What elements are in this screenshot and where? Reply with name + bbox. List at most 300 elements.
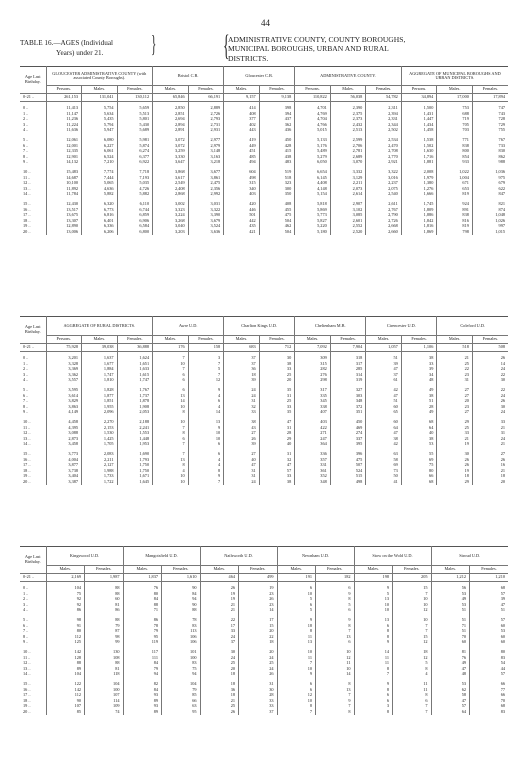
group-header: Newnham U.D. — [277, 547, 354, 566]
age-label: 3 .. — [20, 602, 46, 608]
table-cell: 7 — [153, 356, 189, 362]
table-cell: 57 — [259, 468, 295, 474]
table-cell: 114 — [85, 698, 124, 704]
table-cell: 31 — [259, 451, 295, 457]
table-cell: 336 — [295, 451, 331, 457]
table-cell: 5,947 — [82, 128, 118, 134]
table-cell: 449 — [224, 143, 260, 149]
table-cell: 100 — [85, 687, 124, 693]
table-cell: 3,861 — [188, 175, 224, 181]
table-cell: 26 — [224, 436, 260, 442]
table-cell: 57 — [500, 617, 505, 623]
table-cell: 362 — [259, 122, 295, 128]
table-cell: 10 — [188, 431, 224, 437]
table-cell: 3,863 — [46, 404, 82, 410]
table-cell: 419 — [224, 137, 260, 143]
table-cell: 2,611 — [366, 201, 402, 207]
table-cell: 4,704 — [295, 117, 331, 123]
table-cell: 25 — [239, 661, 278, 667]
table-cell: 14 — [316, 672, 355, 678]
table-cell: 14 — [239, 608, 278, 614]
table-cell: 57 — [431, 704, 470, 710]
age-label: 17 .. — [20, 213, 46, 219]
group-header: Stow on the Wold U.D. — [354, 547, 431, 566]
table-cell: 891 — [437, 207, 473, 213]
table-cell: 88 — [46, 661, 85, 667]
age-column-header: Age Last Birthday. — [20, 547, 46, 574]
age-label: 4 .. — [20, 378, 46, 384]
table-cell: 6 — [277, 602, 316, 608]
table-cell: 21 — [500, 468, 505, 473]
table-cell: 2,706 — [330, 143, 366, 149]
table-cell: 36 — [224, 367, 260, 373]
table-cell: 85 — [46, 709, 85, 715]
table-cell: 5,430 — [117, 122, 153, 128]
table-cell: 10 — [393, 602, 432, 608]
sub-column-header: Females. — [401, 336, 437, 344]
table-cell: 515 — [330, 474, 366, 480]
table-cell: 1,022 — [437, 169, 473, 175]
table-cell: 7 — [316, 629, 355, 635]
table-cell: 5,882 — [82, 192, 118, 198]
table-cell: 122 — [46, 681, 85, 687]
sub-column-header: Females. — [117, 336, 153, 344]
table-cell: 6 — [354, 693, 393, 699]
table-cell: 63 — [162, 704, 201, 710]
table-cell: 10 — [153, 404, 189, 410]
table-cell: 13 — [354, 597, 393, 603]
table-cell: 6,145 — [295, 175, 331, 181]
table-cell: 43 — [224, 425, 260, 431]
table-cell: 21 — [200, 608, 239, 614]
age-label: 8 .. — [20, 404, 46, 410]
table-cell: 27 — [224, 451, 260, 457]
table-cell: 446 — [224, 207, 260, 213]
table-cell: 854 — [437, 154, 473, 160]
table-cell: 130,112 — [117, 93, 153, 101]
table-cell: 7 — [393, 591, 432, 597]
sub-column-header: Females. — [239, 566, 278, 574]
table-cell: 21 — [437, 356, 473, 362]
table-cell: 2,770 — [366, 154, 402, 160]
table-cell: 66 — [162, 698, 201, 704]
sub-column-header: Females. — [259, 336, 295, 344]
table-cell: 816 — [437, 218, 473, 224]
table-cell: 25 — [200, 704, 239, 710]
table-cell: 4 — [153, 468, 189, 474]
table-subject: ADMINISTRATIVE COUNTY, COUNTY BOROUGHS, MUNICIPAL BOROUGHS, URBAN AND RURAL DISTRICTS. — [228, 35, 406, 63]
table-cell: 3,002 — [153, 201, 189, 207]
table-cell: 8 — [354, 629, 393, 635]
table-cell: 1,671 — [117, 474, 153, 480]
sub-column-header: Males. — [123, 566, 162, 574]
table-cell: 51 — [366, 356, 402, 362]
table-cell: 70 — [500, 698, 505, 703]
table-cell: 13,675 — [46, 213, 82, 219]
group-header: GLOUCESTER ADMINISTRATIVE COUNTY (with associated County Boroughs). — [46, 67, 153, 86]
table-cell: 671 — [437, 181, 473, 187]
table-cell: 39 — [224, 378, 260, 384]
table-cell: 47 — [259, 463, 295, 469]
table-cell: 27 — [437, 393, 473, 399]
table-cell: 747 — [498, 105, 505, 111]
table-cell: 2,726 — [366, 218, 402, 224]
table-cell: 2,668 — [366, 224, 402, 230]
table-cell: 771 — [437, 137, 473, 143]
table-title: TABLE 16.—AGES (Individual Years) under 21. — [20, 39, 114, 58]
age-label: 2 .. — [20, 117, 46, 123]
table-cell: 27 — [437, 387, 473, 393]
table-cell: 6,816 — [82, 213, 118, 219]
table-cell: 51 — [431, 608, 470, 614]
age-label: 9 .. — [20, 640, 46, 646]
table-cell: 2,344 — [366, 122, 402, 128]
table-cell: 33 — [200, 629, 239, 635]
table-cell: 58 — [366, 457, 402, 463]
sub-column-header: Males. — [354, 566, 393, 574]
table-cell: 501 — [224, 213, 260, 219]
table-cell: 104 — [162, 681, 201, 687]
table-cell: 2,708 — [366, 149, 402, 155]
sub-column-header: Females. — [366, 86, 402, 94]
sub-column-header: Females. — [330, 336, 366, 344]
table-cell: 38 — [224, 419, 260, 425]
table-cell: 30 — [259, 356, 295, 362]
table-cell: 317 — [330, 361, 366, 367]
table-cell: 5 — [393, 661, 432, 667]
table-cell: 32 — [259, 457, 295, 463]
table-cell: 6 — [277, 681, 316, 687]
table-cell: 53 — [431, 591, 470, 597]
table-cell: 924 — [437, 201, 473, 207]
table-cell: 78 — [162, 617, 201, 623]
table-cell: 51 — [431, 629, 470, 635]
table-cell: 23 — [437, 404, 473, 410]
table-cell: 1,553 — [117, 431, 153, 437]
table-cell: 28 — [401, 404, 437, 410]
table-cell: 28 — [239, 693, 278, 699]
total-row — [20, 343, 508, 351]
table-cell: 57 — [500, 671, 505, 677]
table-cell: 89 — [46, 666, 85, 672]
table-cell: 5 — [277, 597, 316, 603]
table-cell: 31 — [224, 399, 260, 405]
table-cell: 25 — [200, 661, 239, 667]
table-cell: 68 — [500, 585, 505, 591]
table-cell: 435 — [224, 224, 260, 230]
age-label: 7 .. — [20, 399, 46, 405]
table-cell: 1,530 — [82, 431, 118, 437]
table-cell: 16 — [500, 462, 505, 468]
table-cell: 23 — [437, 372, 473, 378]
table-cell: 14,132 — [46, 160, 82, 166]
age-label: 16 .. — [20, 457, 46, 463]
sub-column-header: Males. — [153, 336, 189, 344]
table-cell: 12 — [188, 378, 224, 384]
table-cell: 767 — [498, 137, 505, 143]
table-cell: 455 — [259, 207, 295, 213]
table-cell: 402 — [224, 122, 260, 128]
table-cell: 31 — [259, 425, 295, 431]
table-cell: 27 — [224, 431, 260, 437]
table-cell: 47 — [259, 419, 295, 425]
table-cell: 5,220 — [295, 224, 331, 230]
table-cell: 2,470 — [366, 143, 402, 149]
table-cell: 26 — [239, 672, 278, 678]
table-cell: 1,767 — [117, 387, 153, 393]
group-header: Cirencester U.D. — [366, 317, 437, 336]
table-cell: 85 — [162, 693, 201, 699]
table-cell: 3,148 — [188, 149, 224, 155]
table-cell: 29 — [437, 419, 473, 425]
table-cell: 17 — [200, 623, 239, 629]
table-cell: 4,395 — [46, 425, 82, 431]
table-cell: 1,877 — [82, 393, 118, 399]
table-cell: 11 — [316, 661, 355, 667]
table-cell: 1,502 — [401, 143, 437, 149]
table-cell: 40 — [259, 442, 295, 448]
age-label: 9 .. — [20, 160, 46, 166]
age-label: 10 .. — [20, 169, 46, 175]
table-cell: 10 — [277, 591, 316, 597]
table-cell: 20 — [239, 629, 278, 635]
sub-column-header: Males. — [200, 566, 239, 574]
table-cell: 24 — [224, 387, 260, 393]
table-cell: 6,050 — [295, 160, 331, 166]
table-cell: 40 — [224, 457, 260, 463]
table-cell: 38 — [366, 436, 402, 442]
table-cell: 30 — [437, 451, 473, 457]
table-cell: 56,038 — [330, 93, 366, 101]
table-cell: 8 — [354, 666, 393, 672]
table-cell: 3,679 — [188, 218, 224, 224]
table-cell: 27 — [500, 451, 505, 456]
table-cell: 33 — [500, 419, 505, 424]
table-cell: 464 — [200, 573, 239, 581]
table-cell: 3,829 — [46, 399, 82, 405]
age-label: 2 .. — [20, 597, 46, 603]
age-label: 12 .. — [20, 661, 46, 667]
table-cell: 3,129 — [330, 175, 366, 181]
table-cell: 17,000 — [437, 93, 473, 101]
table-cell: 519 — [259, 169, 295, 175]
table-cell: 7 — [316, 693, 355, 699]
table-cell: 37 — [239, 709, 278, 715]
table-cell: 91 — [46, 623, 85, 629]
table-cell: 5,065 — [82, 181, 118, 187]
table-cell: 77 — [500, 687, 505, 692]
table-cell: 33 — [259, 367, 295, 373]
table-cell: 3,330 — [153, 154, 189, 160]
table-cell: 8 — [277, 704, 316, 710]
table-cell: 352 — [295, 474, 331, 480]
table-cell: 3,322 — [188, 207, 224, 213]
table-cell: 5,279 — [295, 154, 331, 160]
table-row — [20, 479, 508, 485]
table-cell: 1,851 — [82, 399, 118, 405]
table-cell: 4,769 — [295, 111, 331, 117]
table-cell: 518 — [259, 175, 295, 181]
table-cell: 507 — [330, 463, 366, 469]
table-cell: 4 — [188, 393, 224, 399]
table-cell: 51 — [431, 617, 470, 623]
table-cell: 22 — [500, 387, 505, 393]
table-cell: 1,431 — [401, 111, 437, 117]
table-cell: 421 — [224, 229, 260, 235]
table-cell: 622 — [498, 186, 505, 191]
table-cell: 37 — [224, 356, 260, 362]
table-cell: 101 — [162, 649, 201, 655]
table-cell: 39,038 — [82, 343, 118, 351]
table-cell: 2,075 — [366, 186, 402, 192]
table-cell: 47 — [366, 431, 402, 437]
table-cell: 84 — [123, 597, 162, 603]
table-cell: 14 — [354, 649, 393, 655]
table-cell: 39 — [401, 367, 437, 373]
table-cell: 24 — [224, 393, 260, 399]
table-cell: 11 — [393, 681, 432, 687]
table-cell: 442 — [224, 218, 260, 224]
table-cell: 13 — [153, 457, 189, 463]
table-cell: 6,906 — [117, 218, 153, 224]
table-cell: 2,552 — [330, 224, 366, 230]
sub-column-header: Females. — [259, 86, 295, 94]
table-cell: 6,227 — [82, 143, 118, 149]
sub-column-header: Males. — [224, 86, 260, 94]
table-cell: 57 — [500, 591, 505, 596]
table-cell: 3,031 — [188, 201, 224, 207]
table-cell: 314 — [330, 372, 366, 378]
table-cell: 12 — [277, 693, 316, 699]
table-cell: 5,176 — [295, 143, 331, 149]
sub-column-header: Females. — [188, 86, 224, 94]
table-cell: 348 — [330, 399, 366, 405]
table-cell: 719 — [437, 117, 473, 123]
table-cell: 6,377 — [117, 154, 153, 160]
table-cell: 13,006 — [46, 229, 82, 235]
table-cell: 15 — [393, 634, 432, 640]
age-label: 0 .. — [20, 356, 46, 362]
table-cell: 271 — [295, 431, 331, 437]
sub-column-header: Females. — [393, 566, 432, 574]
table-cell: 8 — [393, 666, 432, 672]
table-cell: 42 — [366, 387, 402, 393]
table-cell: 21 — [437, 436, 473, 442]
table-cell: 351 — [330, 410, 366, 416]
table-cell: 5,634 — [82, 111, 118, 117]
table-cell: 6 — [316, 608, 355, 614]
table-cell: 5,827 — [295, 218, 331, 224]
sub-column-header: Males. — [295, 336, 331, 344]
table-cell: 23 — [239, 602, 278, 608]
table-cell: 26 — [200, 586, 239, 592]
table-cell: 5,882 — [117, 192, 153, 198]
table-cell: 35 — [259, 387, 295, 393]
table-cell: 33 — [239, 698, 278, 704]
table-cell: 298 — [295, 378, 331, 384]
table-cell: 1,793 — [117, 457, 153, 463]
table-cell: 2,373 — [330, 117, 366, 123]
table-cell: 3,677 — [188, 169, 224, 175]
table-cell: 33 — [239, 704, 278, 710]
table-cell: 3,404 — [46, 474, 82, 480]
table-cell: 9 — [354, 640, 393, 646]
table-cell: 462 — [259, 224, 295, 230]
table-cell: 94 — [162, 672, 201, 678]
table-cell: 20 — [239, 649, 278, 655]
table-cell: 8 — [153, 463, 189, 469]
table-cell: 31 — [437, 378, 473, 384]
table-cell: 5,794 — [82, 122, 118, 128]
table-cell: 10 — [354, 602, 393, 608]
table-cell: 31 — [224, 474, 260, 480]
table-cell: 93 — [123, 704, 162, 710]
table-cell: 23 — [239, 591, 278, 597]
table-cell: 90 — [46, 698, 85, 704]
table-cell: 11,413 — [46, 106, 82, 112]
table-cell: 10 — [277, 698, 316, 704]
table-cell: 7 — [188, 479, 224, 485]
table-cell: 508 — [472, 343, 508, 351]
table-cell: 285 — [330, 367, 366, 373]
table-cell: 3,614 — [46, 393, 82, 399]
table-cell: 75 — [162, 666, 201, 672]
table-cell: 2,689 — [330, 154, 366, 160]
table-cell: 8 — [316, 597, 355, 603]
table-cell: 377 — [224, 117, 260, 123]
table-cell: 15 — [393, 586, 432, 592]
table-cell: 988 — [498, 159, 505, 165]
table-cell: 3,323 — [153, 207, 189, 213]
table-cell: 2,408 — [153, 186, 189, 192]
table-cell: 9 — [188, 474, 224, 480]
table-cell: 33 — [437, 431, 473, 437]
table-cell: 398 — [259, 106, 295, 112]
table-cell: 18 — [200, 693, 239, 699]
table-cell: 975 — [498, 175, 505, 180]
table-cell: 3,458 — [46, 442, 82, 448]
table-cell: 2,008 — [401, 169, 437, 175]
table-cell: 7,092 — [295, 343, 331, 351]
table-cell: 106 — [162, 640, 201, 646]
age-label: 16 .. — [20, 207, 46, 213]
table-cell: 753 — [437, 106, 473, 112]
table-cell: 743 — [498, 111, 505, 116]
table-cell: 53 — [401, 442, 437, 448]
age-label: 2 .. — [20, 367, 46, 373]
table-cell: 8 — [153, 410, 189, 416]
table-cell: 5 — [316, 602, 355, 608]
table-cell: 8 — [153, 431, 189, 437]
table-cell: 3,362 — [46, 372, 82, 378]
table-cell: 7 — [153, 451, 189, 457]
table-cell: 372 — [330, 404, 366, 410]
table-cell: 40 — [401, 431, 437, 437]
table-cell: 30 — [239, 687, 278, 693]
table-cell: 300 — [259, 186, 295, 192]
table-cell: 10,100 — [46, 181, 82, 187]
table-cell: 60 — [366, 419, 402, 425]
table-cell: 104 — [85, 681, 124, 687]
table-cell: 337 — [330, 436, 366, 442]
table-cell: 1,677 — [82, 361, 118, 367]
sub-column-header: Persons. — [46, 86, 82, 94]
age-label: 14 .. — [20, 442, 46, 448]
table-cell: 119 — [123, 640, 162, 646]
table-cell: 1,624 — [117, 356, 153, 362]
table-cell: 198 — [354, 573, 393, 581]
table-cell: 205 — [393, 573, 432, 581]
